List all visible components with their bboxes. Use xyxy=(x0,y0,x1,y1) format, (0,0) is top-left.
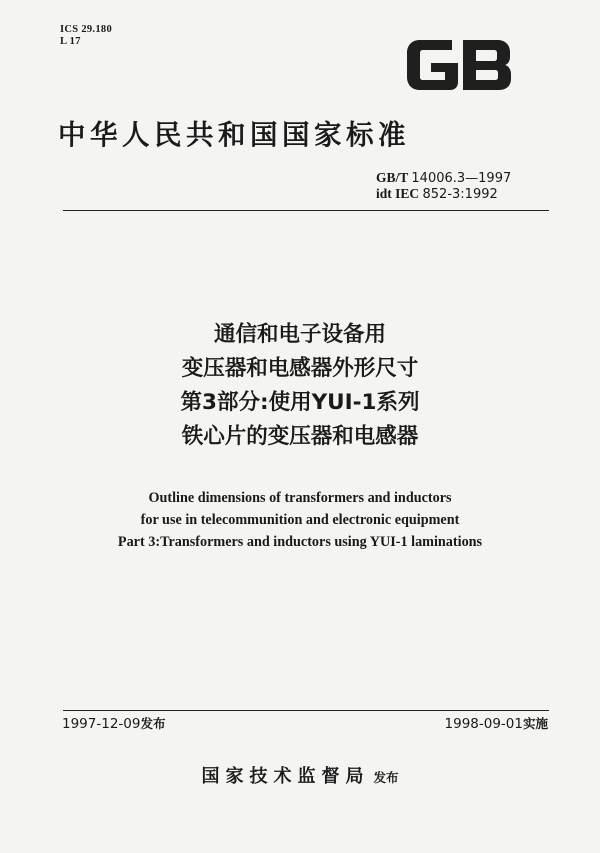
bottom-divider xyxy=(63,710,549,711)
english-title-line: Part 3:Transformers and inductors using YUI-1 laminations xyxy=(117,534,483,550)
english-title-line: for use in telecommunition and electronic equipment xyxy=(140,512,460,528)
issue-date-block xyxy=(62,714,165,732)
issue-date: 1997-12-09 xyxy=(62,716,141,732)
ccs-code: L 17 xyxy=(60,36,81,47)
standard-code-line xyxy=(376,170,511,186)
english-title xyxy=(0,487,600,553)
classification-codes xyxy=(60,24,112,48)
gb-logo xyxy=(404,36,514,94)
adoption-number: 852-3:1992 xyxy=(422,187,498,202)
implementation-label: 实施 xyxy=(522,716,548,731)
standard-number-block xyxy=(376,170,511,202)
issuer-block xyxy=(0,762,600,788)
implementation-date: 1998-09-01 xyxy=(444,716,523,732)
issuer-label: 发布 xyxy=(373,770,399,785)
standard-type-heading: 中华人民共和国国家标准 xyxy=(58,119,410,151)
adoption-prefix: idt IEC xyxy=(376,186,420,201)
ics-code: ICS 29.180 xyxy=(60,24,113,35)
issue-label: 发布 xyxy=(140,716,166,731)
chinese-title-line: 通信和电子设备用 xyxy=(213,322,386,347)
issuer-name: 国家技术监督局 xyxy=(201,766,370,787)
standard-code-prefix: GB/T xyxy=(376,170,409,185)
implementation-date-block xyxy=(445,714,548,732)
top-divider xyxy=(63,210,549,211)
adoption-line xyxy=(376,186,511,202)
standard-code-number: 14006.3—1997 xyxy=(411,171,512,186)
english-title-line: Outline dimensions of transformers and inductors xyxy=(148,490,452,506)
chinese-title-line: 第3部分:使用YUI-1系列 xyxy=(180,390,420,415)
chinese-title-line: 铁心片的变压器和电感器 xyxy=(181,424,419,449)
chinese-title xyxy=(0,318,600,454)
chinese-title-line: 变压器和电感器外形尺寸 xyxy=(181,356,419,381)
